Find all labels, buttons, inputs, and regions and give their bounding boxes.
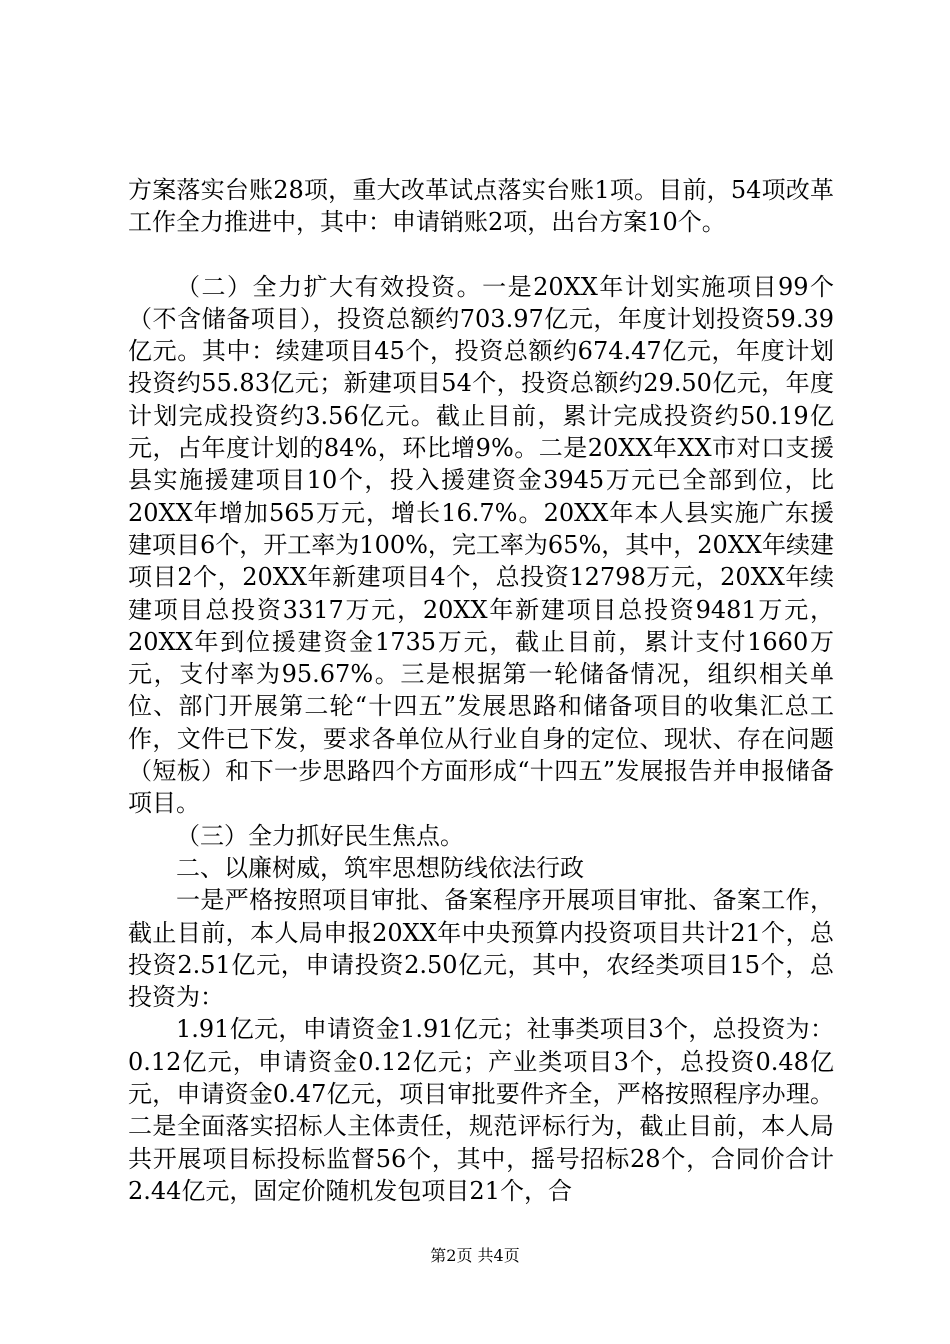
paragraph-reform-accounts: 方案落实台账28项，重大改革试点落实台账1项。目前，54项改革工作全力推进中，其中：申请销账2项，出台方案10个。 [128, 176, 834, 237]
section-heading-integrity: 二、以廉树威，筑牢思想防线依法行政 [176, 853, 584, 882]
page-footer [0, 1246, 950, 1266]
document-body [128, 174, 834, 1207]
paragraph-project-categories: 1.91亿元，申请资金1.91亿元；社事类项目3个，总投资为：0.12亿元，申请资金0.12亿元；产业类项目3个，总投资0.48亿元，申请资金0.47亿元，项目审批要件齐全，严格按照程序办理。二是全面落实招标人主体责任，规范评标行为，截止目前，本人局共开展项目标投标监督56个，其中，摇号招标28个，合同价合计2.44亿元，固定价随机发包项目21个，合 [128, 1015, 834, 1205]
page-number-indicator: 第2页 共4页 [430, 1246, 520, 1265]
paragraph-effective-investment: （二）全力扩大有效投资。一是20XX年计划实施项目99个（不含储备项目），投资总额约703.97亿元，年度计划投资59.39亿元。其中：续建项目45个，投资总额约674.47亿元，年度计划投资约55.83亿元；新建项目54个，投资总额约29.50亿元，年度计划完成投资约3.56亿元。截止目前，累计完成投资约50.19亿元，占年度计划的84%，环比增9%。二是20XX年XX市对口支援县实施援建项目10个，投入援建资金3945万元已全部到位，比20XX年增加565万元，增长16.7%。20XX年本人县实施广东援建项目6个，开工率为100%，完工率为65%，其中，20XX年续建项目2个，20XX年新建项目4个，总投资12798万元，20XX年续建项目总投资3317万元，20XX年新建项目总投资9481万元，20XX年到位援建资金1735万元，截止目前，累计支付1660万元，支付率为95.67%。三是根据第一轮储备情况，组织相关单位、部门开展第二轮“十四五”发展思路和储备项目的收集汇总工作，文件已下发，要求各单位从行业自身的定位、现状、存在问题（短板）和下一步思路四个方面形成“十四五”发展报告并申报储备项目。 [128, 272, 834, 818]
paragraph-project-approval: 一是严格按照项目审批、备案程序开展项目审批、备案工作，截止目前，本人局申报20XX年中央预算内投资项目共计21个，总投资2.51亿元，申请投资2.50亿元，其中，农经类项目15个，总投资为： [128, 886, 834, 1012]
paragraph-livelihood-focus: （三）全力抓好民生焦点。 [176, 821, 464, 850]
